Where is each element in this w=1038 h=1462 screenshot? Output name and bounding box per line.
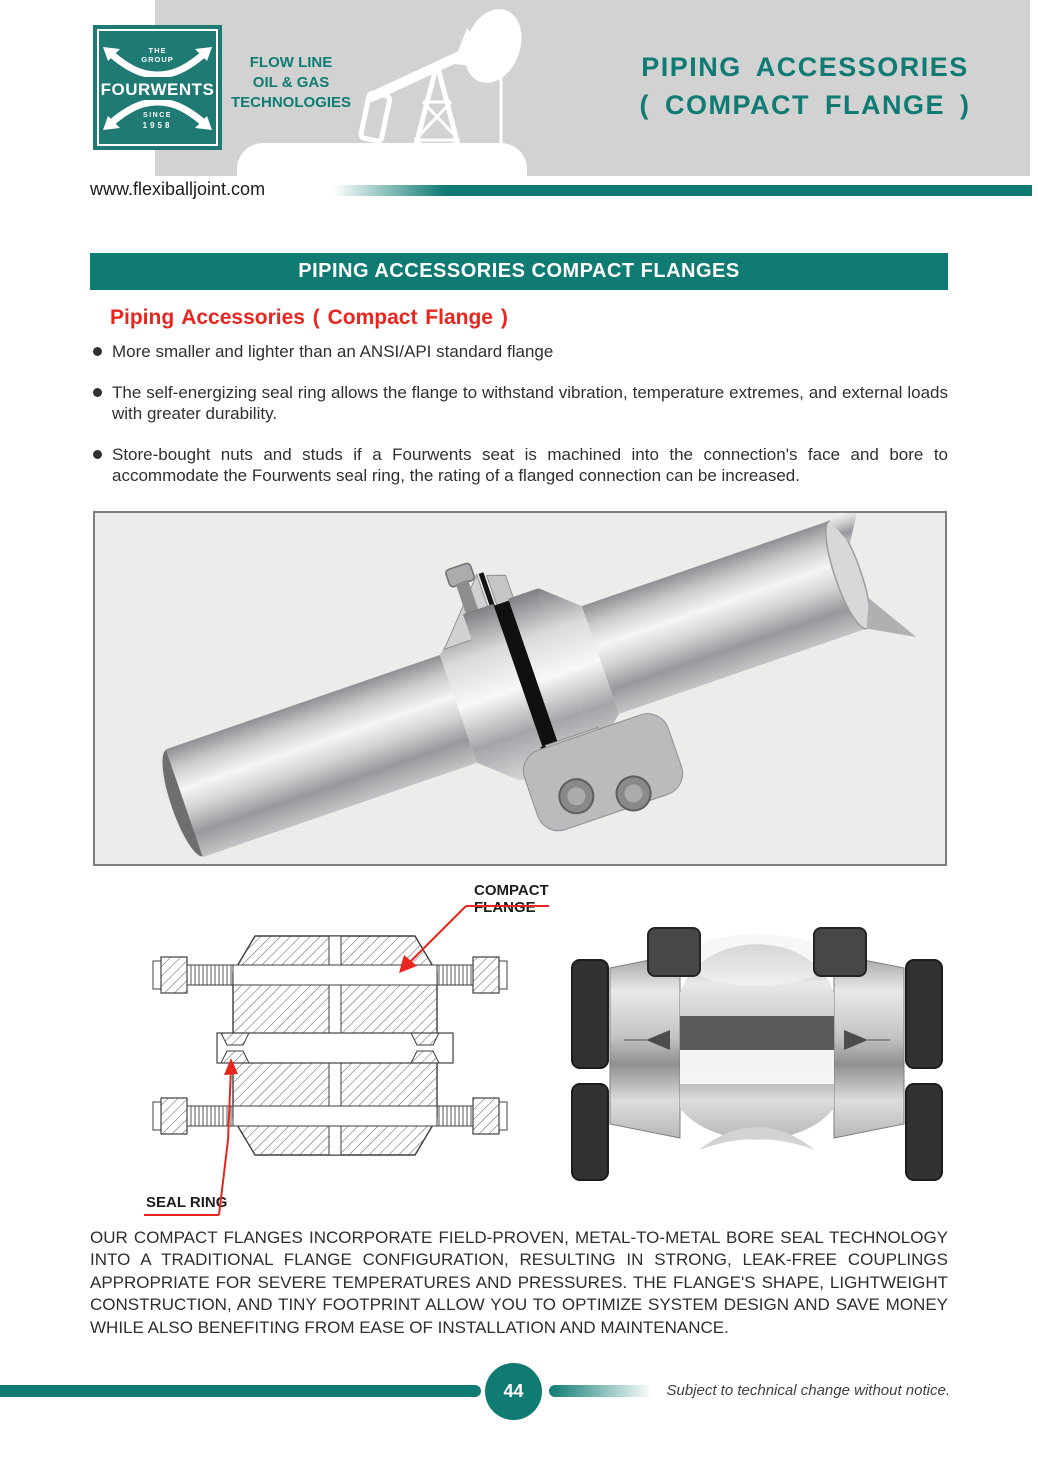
tagline-line2: OIL & GAS — [252, 74, 330, 91]
logo-brand: FOURWENTS — [100, 80, 215, 99]
flange-cutaway-render — [552, 898, 962, 1190]
feature-list — [90, 341, 948, 486]
flange-cross-section-drawing — [145, 933, 515, 1161]
footer-note: Subject to technical change without notice. — [666, 1382, 950, 1399]
bullet-dot — [93, 347, 102, 356]
fourwents-logo — [93, 25, 222, 150]
page-title — [605, 48, 1005, 124]
seal-ring-label: SEAL RING — [146, 1194, 228, 1211]
oil-pumpjack-icon — [335, 2, 580, 174]
page-title-line1: PIPING ACCESSORIES — [641, 52, 969, 82]
list-item-text: Store-bought nuts and studs if a Fourwents seat is machined into the connection's face and bore to accommodate the Fourwents seal ring, the rating of a flanged connection can be increased. — [112, 445, 948, 485]
flange-assembly-render — [95, 513, 945, 864]
list-item-text: More smaller and lighter than an ANSI/API standard flange — [112, 342, 554, 361]
bullet-dot — [93, 388, 102, 397]
section-heading: Piping Accessories ( Compact Flange ) — [110, 306, 508, 329]
logo-year: 1958 — [142, 121, 173, 130]
bullet-dot — [93, 450, 102, 459]
logo-since: SINCE — [143, 112, 172, 119]
logo-swoosh-top-icon — [103, 47, 212, 77]
website-url: www.flexiballjoint.com — [90, 179, 266, 199]
page-number-badge: 44 — [485, 1363, 542, 1420]
logo-the: THE — [148, 46, 167, 55]
compact-flange-label: COMPACT FLANGE — [474, 882, 549, 916]
description-paragraph: OUR COMPACT FLANGES INCORPORATE FIELD-PROVEN, METAL-TO-METAL BORE SEAL TECHNOLOGY INTO A TRADITIONAL FLANGE CONFIGURATION, RESULTING IN STRONG, LEAK-FREE COUPLINGS APPROPRIATE FOR SEVERE TEMPERATURES AND PRESSURES. THE FLANGE'S SHAPE, LIGHTWEIGHT CONSTRUCTION, AND TINY FOOTPRINT ALLOW YOU TO OPTIMIZE SYSTEM DESIGN AND SAVE MONEY WHILE ALSO BENEFITING FROM EASE OF INSTALLATION AND MAINTENANCE. — [90, 1228, 948, 1337]
list-item — [90, 341, 948, 362]
footer-rule-left — [0, 1385, 481, 1397]
footer-rule-right — [549, 1385, 653, 1397]
tagline-line1: FLOW LINE — [249, 54, 333, 71]
list-item-text: The self-energizing seal ring allows the flange to withstand vibration, temperature extremes, and external loads with greater durability. — [112, 383, 948, 423]
section-banner: PIPING ACCESSORIES COMPACT FLANGES — [90, 253, 948, 290]
product-photo-frame — [93, 511, 947, 866]
company-tagline — [225, 53, 357, 113]
header-gradient-rule — [333, 185, 1032, 196]
tagline-line3: TECHNOLOGIES — [230, 94, 351, 111]
logo-group: GROUP — [141, 55, 174, 64]
list-item — [90, 382, 948, 424]
list-item — [90, 444, 948, 486]
page-title-line2: ( COMPACT FLANGE ) — [639, 90, 971, 120]
